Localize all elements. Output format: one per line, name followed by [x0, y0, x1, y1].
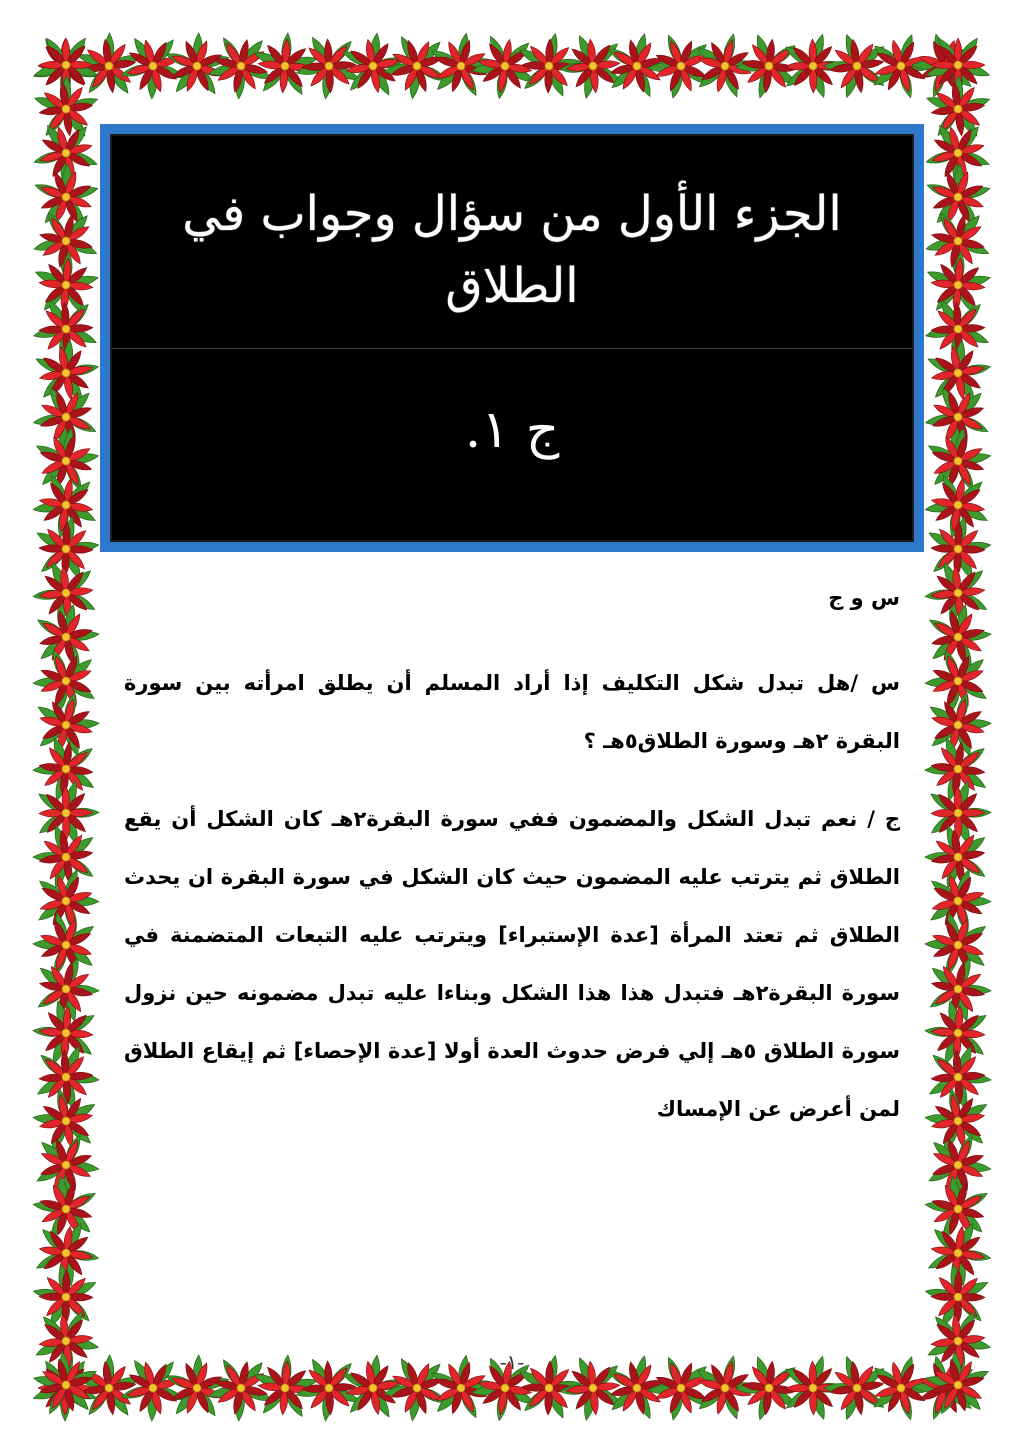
page-number: -١- — [499, 1350, 525, 1374]
content-body — [124, 578, 900, 1158]
title-box — [110, 134, 914, 542]
decorative-border-top — [30, 30, 994, 102]
title-divider — [112, 348, 912, 349]
decorative-border-right — [922, 30, 994, 1424]
section-heading: س و ج — [828, 586, 900, 610]
volume-label: ج ١. — [464, 400, 560, 460]
poinsettia-flower-icon — [31, 1350, 101, 1420]
decorative-border-left — [30, 30, 102, 1424]
title-frame — [100, 124, 924, 552]
document-title: الجزء الأول من سؤال وجواب في الطلاق — [182, 186, 842, 314]
question-paragraph: س /هل تبدل شكل التكليف إذا أراد المسلم أن يطلق امرأته بين سورة البقرة ٢هـ وسورة الطلاق٥هـ ؟ — [124, 671, 900, 753]
poinsettia-flower-icon — [923, 1350, 993, 1420]
answer-paragraph: ج / نعم تبدل الشكل والمضمون ففي سورة البقرة٢هـ كان الشكل أن يقع الطلاق ثم يترتب عليه المضمون حيث كان الشكل في سورة البقرة ان يحدث الطلاق ثم تعتد المرأة [عدة الإستبراء] ويترتب عليه التبعات المتضمنة في سورة البقرة٢هـ فتبدل هذا هذا الشكل وبناءا عليه تبدل مضمونه حين نزول سورة الطلاق ٥هـ إلي فرض حدوث العدة أولا [عدة الإحصاء] ثم إيقاع الطلاق لمن أعرض عن الإمساك — [124, 807, 900, 1121]
